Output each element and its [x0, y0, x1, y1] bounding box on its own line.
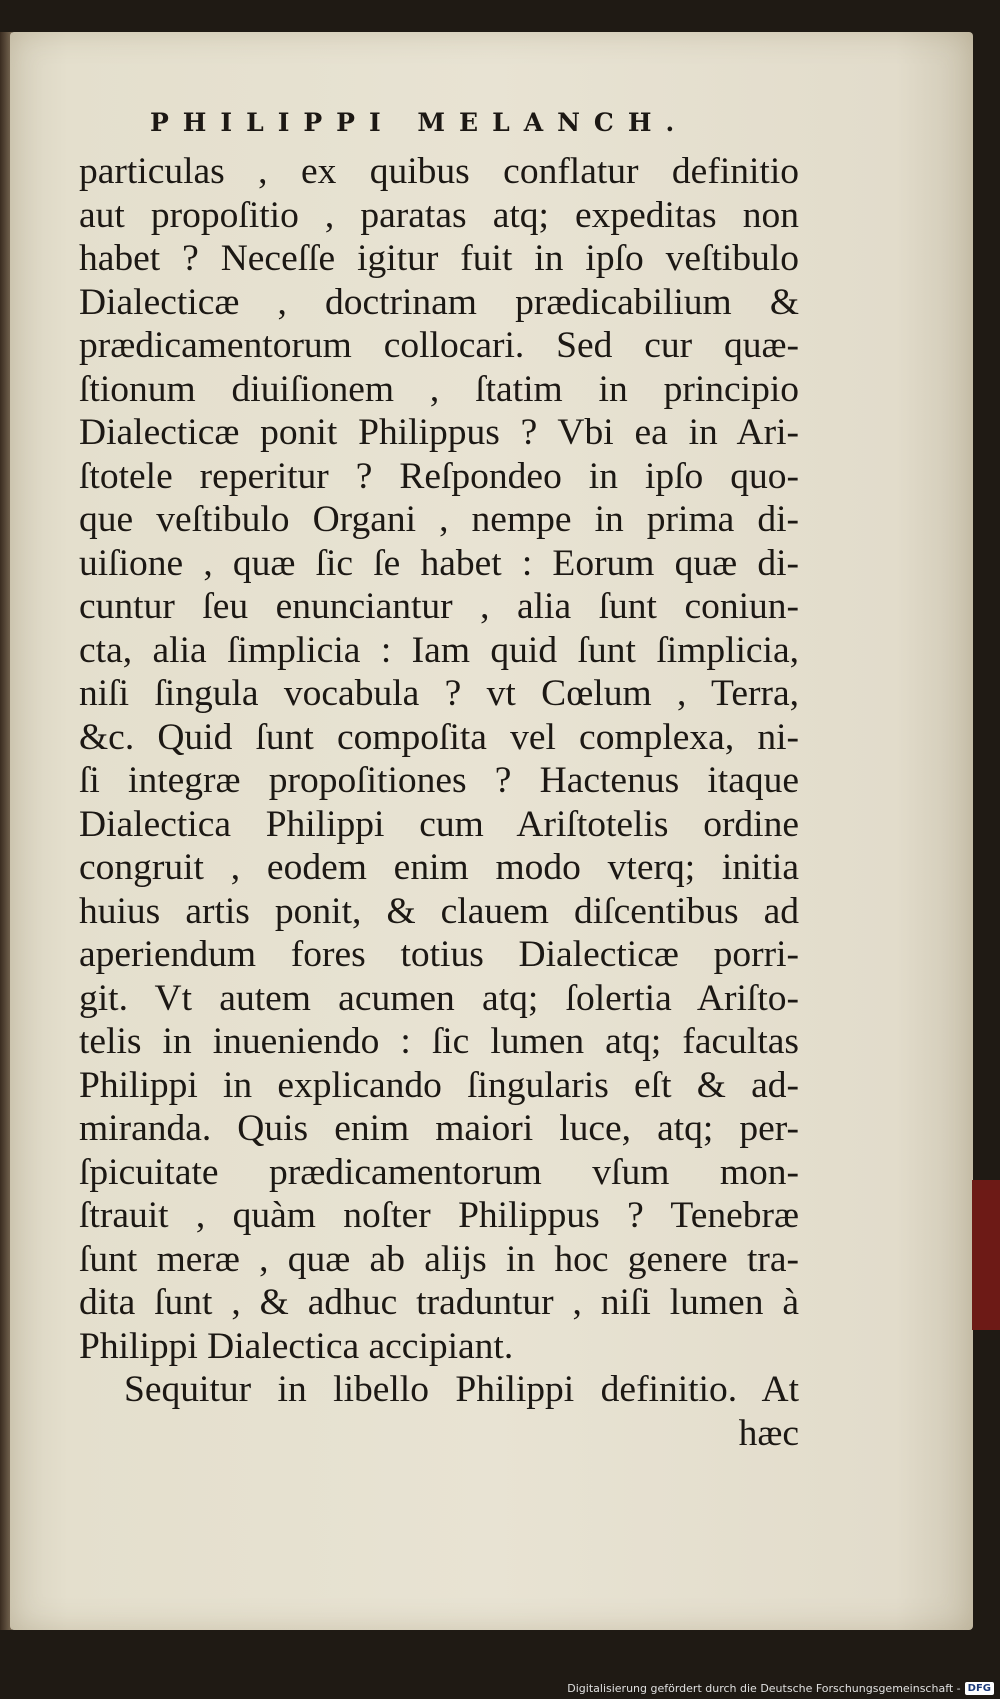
text-line: huius artis ponit, & clauem diſcentibus ad	[79, 890, 799, 932]
digitization-credit	[567, 1679, 994, 1697]
text-line: uiſione , quæ ſic ſe habet : Eorum quæ di-	[79, 542, 799, 584]
text-line: Dialecticæ , doctrinam prædicabilium &	[79, 281, 799, 323]
text-line: Philippi Dialectica accipiant.	[79, 1325, 514, 1367]
text-line: git. Vt autem acumen atq; ſolertia Ariſto-	[79, 977, 799, 1019]
text-line: cta, alia ſimplicia : Iam quid ſunt ſimplicia,	[79, 629, 799, 671]
text-line: particulas , ex quibus conflatur definitio	[79, 151, 799, 192]
text-line: ſtotele reperitur ? Reſpondeo in ipſo quo-	[79, 455, 799, 497]
text-line: aperiendum fores totius Dialecticæ porri-	[79, 934, 799, 975]
page-body-text	[79, 150, 799, 1455]
text-line: Dialectica Philippi cum Ariſtotelis ordine	[79, 803, 799, 845]
catchword: hæc	[738, 1412, 799, 1454]
text-line: ſunt meræ , quæ ab alijs in hoc genere tra-	[79, 1238, 799, 1280]
text-line: &c. Quid ſunt compoſita vel complexa, ni-	[79, 716, 799, 758]
text-line: congruit , eodem enim modo vterq; initia	[79, 847, 799, 888]
text-line: cuntur ſeu enunciantur , alia ſunt coniun-	[79, 586, 799, 627]
text-line: prædicamentorum collocari. Sed cur quæ-	[79, 325, 799, 366]
text-line: que veſtibulo Organi , nempe in prima di-	[79, 499, 799, 540]
text-line: telis in inueniendo : ſic lumen atq; facultas	[79, 1021, 799, 1062]
dfg-logo: DFG	[965, 1682, 994, 1695]
text-line: Dialecticæ ponit Philippus ? Vbi ea in Ari-	[79, 412, 799, 453]
red-page-marker	[972, 1180, 1000, 1330]
running-header: PHILIPPI MELANCH.	[150, 108, 689, 137]
text-line: ſpicuitate prædicamentorum vſum mon-	[79, 1151, 799, 1193]
text-line: habet ? Neceſſe igitur fuit in ipſo veſtibulo	[79, 238, 799, 279]
text-line: Philippi in explicando ſingularis eſt & ad-	[79, 1064, 799, 1106]
credit-text: Digitalisierung gefördert durch die Deutsche Forschungsgemeinschaft -	[567, 1681, 961, 1695]
text-line: aut propoſitio , paratas atq; expeditas non	[79, 194, 799, 236]
text-line: ſtionum diuiſionem , ſtatim in principio	[79, 368, 799, 410]
paragraph-first-line: Sequitur in libello Philippi definitio. At	[124, 1369, 799, 1410]
text-line: ſtrauit , quàm noſter Philippus ? Tenebræ	[79, 1195, 799, 1236]
text-line: ſi integræ propoſitiones ? Hactenus itaque	[79, 760, 799, 801]
text-line: niſi ſingula vocabula ? vt Cœlum , Terra,	[79, 673, 799, 714]
text-line: miranda. Quis enim maiori luce, atq; per-	[79, 1108, 799, 1149]
text-line: dita ſunt , & adhuc traduntur , niſi lumen à	[79, 1282, 799, 1323]
